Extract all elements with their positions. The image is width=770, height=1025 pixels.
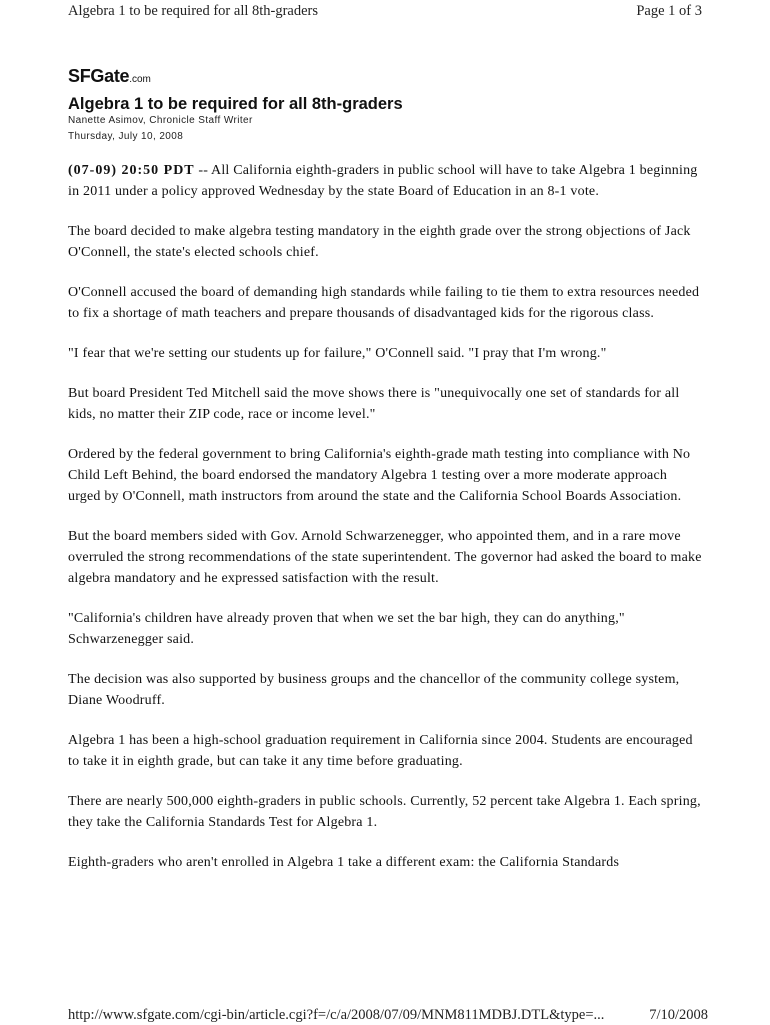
article-paragraph: Eighth-graders who aren't enrolled in Algebra 1 take a different exam: the California Standards [68,855,620,870]
logo-suffix: .com [129,74,151,85]
article-paragraph: "I fear that we're setting our students up for failure," O'Connell said. "I pray that I'm wrong." [68,346,607,361]
article-paragraph: O'Connell accused the board of demanding high standards while failing to tie them to extra resources needed to fix a shortage of math teachers and prepare thousands of disadvantaged kids for the rigorous class. [68,285,700,321]
print-footer [68,1005,708,1025]
page-url[interactable]: http://www.sfgate.com/cgi-bin/article.cgi?f=/c/a/2008/07/09/MNM811MDBJ.DTL&type=... [68,1006,605,1023]
article-paragraph: There are nearly 500,000 eighth-graders in public schools. Currently, 52 percent take Algebra 1. Each spring, they take the California Standards Test for Algebra 1. [68,794,701,830]
lead-text: -- All California eighth-graders in public school will have to take Algebra 1 beginning in 2011 under a policy approved Wednesday by the state Board of Education in an 8-1 vote. [68,163,698,199]
article-byline: Nanette Asimov, Chronicle Staff Writer [68,115,253,126]
article-date: Thursday, July 10, 2008 [68,131,184,142]
article-paragraph: "California's children have already proven that when we set the bar high, they can do anything," Schwarzenegger said. [68,611,625,647]
sfgate-logo[interactable] [68,66,151,87]
article-body [68,160,702,892]
print-date: 7/10/2008 [649,1006,708,1023]
print-header-title: Algebra 1 to be required for all 8th-graders [68,2,319,19]
lead-timestamp: (07-09) 20:50 PDT [68,163,195,178]
article-paragraph: Algebra 1 has been a high-school graduation requirement in California since 2004. Students are encouraged to take it in eighth grade, but can take it any time before graduating. [68,733,693,769]
logo-brand: SFGate [68,66,130,86]
article-paragraph: But board President Ted Mitchell said the move shows there is "unequivocally one set of standards for all kids, no matter their ZIP code, race or income level." [68,386,680,422]
article-paragraph: The decision was also supported by business groups and the chancellor of the community college system, Diane Woodruff. [68,672,680,708]
article-headline: Algebra 1 to be required for all 8th-graders [68,95,403,113]
page-number: Page 1 of 3 [636,2,702,19]
article-paragraph: Ordered by the federal government to bring California's eighth-grade math testing into compliance with No Child Left Behind, the board endorsed the mandatory Algebra 1 testing over a more moderate approach urged by O'Connell, math instructors from around the state and the California School Boards Association. [68,447,691,504]
lead-paragraph [68,160,702,202]
print-header [68,0,702,22]
article-paragraph: But the board members sided with Gov. Arnold Schwarzenegger, who appointed them, and in a rare move overruled the strong recommendations of the state superintendent. The governor had asked the board to make algebra mandatory and he expressed satisfaction with the result. [68,529,702,586]
article-paragraph: The board decided to make algebra testing mandatory in the eighth grade over the strong objections of Jack O'Connell, the state's elected schools chief. [68,224,691,260]
